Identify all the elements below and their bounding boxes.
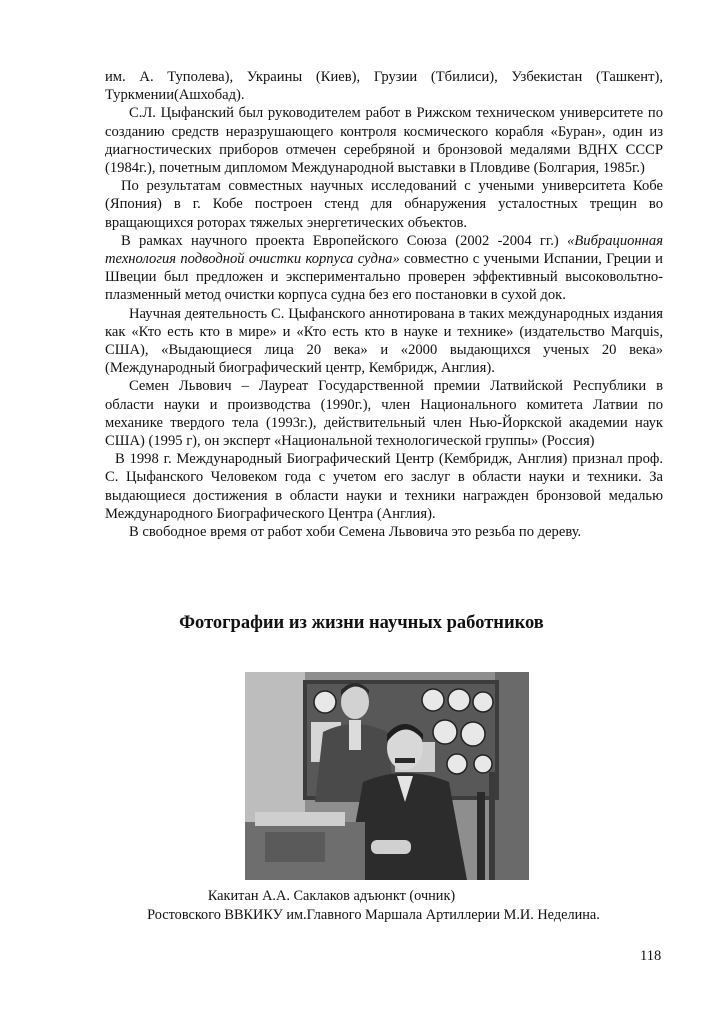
photo-caption-line-1: Какитан А.А. Саклаков адъюнкт (очник) — [207, 888, 456, 904]
page-number: 118 — [640, 948, 662, 964]
paragraph-8: В свободное время от работ хоби Семена Львовича это резьба по дереву. — [129, 524, 582, 541]
paragraph-3: По результатам совместных научных исследований с учеными университета Кобе (Япония) в г. Кобе построен стенд для обнаружения усталостных трещин во вращающихся роторах тяжелых энергетических объектов. — [105, 178, 663, 231]
paragraph-6: Семен Львович – Лауреат Государственной премии Латвийской Республики в области науки и производства (1990г.), член Национального комитета Латвии по механике твердого тела (1993г.), действительный член Нью-Йоркской академии наук США) (1995 г), он эксперт «Национальной технологической группы» (Россия) — [105, 378, 663, 450]
paragraph-4-start: В рамках научного проекта Европейского Союза (2002 -2004 гг.) — [121, 232, 559, 249]
paragraph-4 — [105, 232, 663, 305]
photo-illustration — [245, 672, 529, 880]
paragraph-2: С.Л. Цыфанский был руководителем работ в Рижском техническом университете по созданию средств неразрушающего контроля космического корабля «Буран», один из диагностических приборов отмечен серебряной и бронзовой медалями ВДНХ СССР (1984г.), почетным дипломом Международной выставки в Пловдиве (Болгария, 1985г.) — [105, 105, 663, 177]
photograph — [245, 672, 529, 880]
paragraph-7: В 1998 г. Международный Биографический Центр (Кембридж, Англия) признал проф. С. Цыфанского Человеком года с учетом его заслуг в области науки и техники. За выдающиеся достижения в области науки и техники награжден бронзовой медалью Международного Биографического Центра (Англия). — [105, 451, 663, 522]
photo-caption-line-2: Ростовского ВВКИКУ им.Главного Маршала Артиллерии М.И. Неделина. — [147, 907, 600, 923]
project-title: «Вибрационная технология подводной очистки корпуса судна» — [105, 232, 663, 268]
section-heading: Фотографии из жизни научных работников — [179, 613, 544, 633]
paragraph-5: Научная деятельность С. Цыфанского аннотирована в таких международных издания как «Кто есть кто в мире» и «Кто есть кто в науке и технике» (издательство Marquis, США), «Выдающиеся лица 20 века» и «2000 выдающихся ученых 20 века» (Международный биографический центр, Кембридж, Англия). — [105, 305, 663, 377]
body-text — [105, 68, 663, 541]
paragraph-1: им. А. Туполева), Украины (Киев), Грузии (Тбилиси), Узбекистан (Ташкент), Туркмении(Ашхобад). — [105, 69, 663, 104]
paragraph-4-end: совместно с учеными Испании, Греции и Швеции был предложен и экспериментально проверен эффективный высоковольтно-плазменный метод очистки корпуса судна без его постановки в сухой док. — [105, 251, 663, 304]
